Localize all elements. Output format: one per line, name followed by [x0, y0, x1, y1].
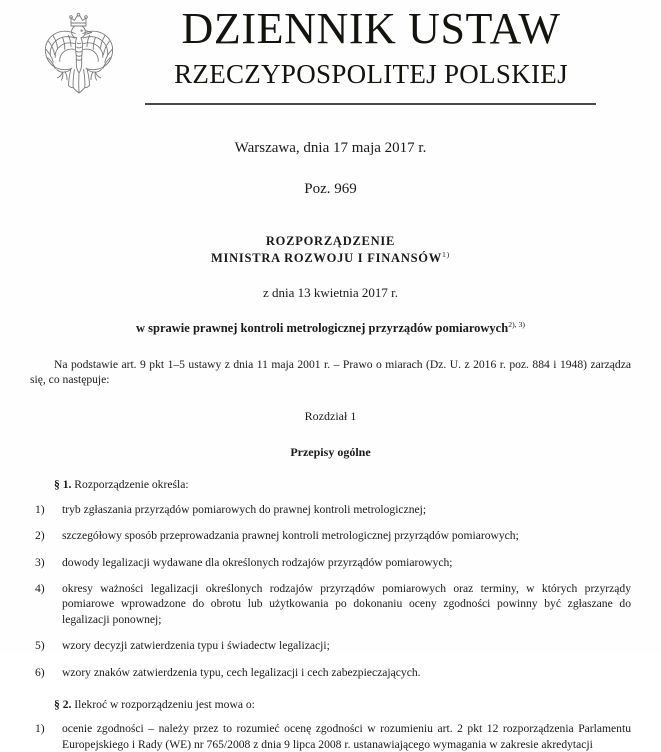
list-item: [30, 721, 631, 752]
list-item: [30, 665, 631, 680]
list-item: [30, 555, 631, 570]
list-item: [30, 581, 631, 627]
journal-title: DZIENNIK USTAW: [181, 4, 561, 53]
polish-eagle-emblem: [27, 6, 133, 112]
publication-place-date: Warszawa, dnia 17 maja 2017 r.: [234, 140, 427, 156]
list-item: [30, 502, 631, 517]
chapter-number: Rozdział 1: [304, 409, 357, 424]
masthead: [0, 0, 661, 118]
paragraph-2-items: [30, 721, 631, 752]
list-item-number: 1): [35, 722, 45, 736]
masthead-divider: [145, 103, 596, 105]
act-date: z dnia 13 kwietnia 2017 r.: [262, 285, 399, 300]
list-item: [30, 638, 631, 653]
publication-item-number: Poz. 969: [304, 181, 357, 197]
act-subject: [0, 320, 661, 337]
act-subject-text: w sprawie prawnej kontroli metrologicznej przyrządów pomiarowych: [136, 321, 509, 335]
list-item-text: okresy ważności legalizacji określonych rodzajów przyrządów pomiarowych oraz terminy, w których przyrządy pomiarowe wprowadzone do obrotu lub użytkowania po dokonaniu oceny zgodności powinny być zgłaszane do legalizacji ponownej;: [62, 582, 631, 626]
paragraph-2-mark: § 2.: [54, 698, 72, 712]
list-item-number: 3): [35, 555, 45, 569]
paragraph-1-items: [30, 502, 631, 680]
masthead-titles: [141, 4, 601, 90]
paragraph-2-lead-text: Ilekroć w rozporządzeniu jest mowa o:: [74, 698, 255, 712]
legal-basis-paragraph: Na podstawie art. 9 pkt 1–5 ustawy z dnia 11 maja 2001 r. – Prawo o miarach (Dz. U. z 2016 r. poz. 884 i 1948) zarządza się, co następuje:: [30, 358, 631, 387]
list-item-text: tryb zgłaszania przyrządów pomiarowych do prawnej kontroli metrologicznej;: [62, 502, 427, 516]
list-item-number: 4): [35, 582, 45, 596]
list-item-text: ocenie zgodności – należy przez to rozumieć ocenę zgodności w rozumieniu art. 2 pkt 12 rozporządzenia Parlamentu Europejskiego i Rady (WE) nr 765/2008 z dnia 9 lipca 2008 r. ustanawiającego wymagania w zakresie akredytacji: [62, 722, 631, 751]
list-item: [30, 528, 631, 543]
act-issuer-name: MINISTRA ROZWOJU I FINANSÓW: [210, 251, 443, 265]
paragraph-2-lead: [30, 697, 631, 712]
list-item-number: 6): [35, 665, 45, 679]
chapter-title: Przepisy ogólne: [290, 445, 371, 460]
act-type: ROZPORZĄDZENIE: [265, 234, 396, 248]
list-item-text: wzory znaków zatwierdzenia typu, cech legalizacji i cech zabezpieczających.: [62, 665, 421, 679]
act-issuer-footnote-ref: 1): [442, 249, 450, 259]
list-item-number: 5): [35, 639, 45, 653]
act-subject-footnote-ref: 2), 3): [508, 319, 525, 329]
list-item-text: szczegółowy sposób przeprowadzania prawnej kontroli metrologicznej przyrządów pomiarowych;: [62, 529, 519, 543]
paragraph-1-lead: [30, 477, 631, 492]
act-issuer: [0, 250, 661, 267]
journal-subtitle: RZECZYPOSPOLITEJ POLSKIEJ: [174, 59, 568, 89]
list-item-text: wzory decyzji zatwierdzenia typu i świadectw legalizacji;: [62, 639, 330, 653]
act-heading: [0, 233, 661, 337]
document-body: [30, 357, 631, 752]
paragraph-1-mark: § 1.: [54, 478, 72, 492]
list-item-number: 1): [35, 502, 45, 516]
list-item-text: dowody legalizacji wydawane dla określonych rodzajów przyrządów pomiarowych;: [62, 555, 453, 569]
list-item-number: 2): [35, 529, 45, 543]
paragraph-1-lead-text: Rozporządzenie określa:: [74, 478, 189, 492]
